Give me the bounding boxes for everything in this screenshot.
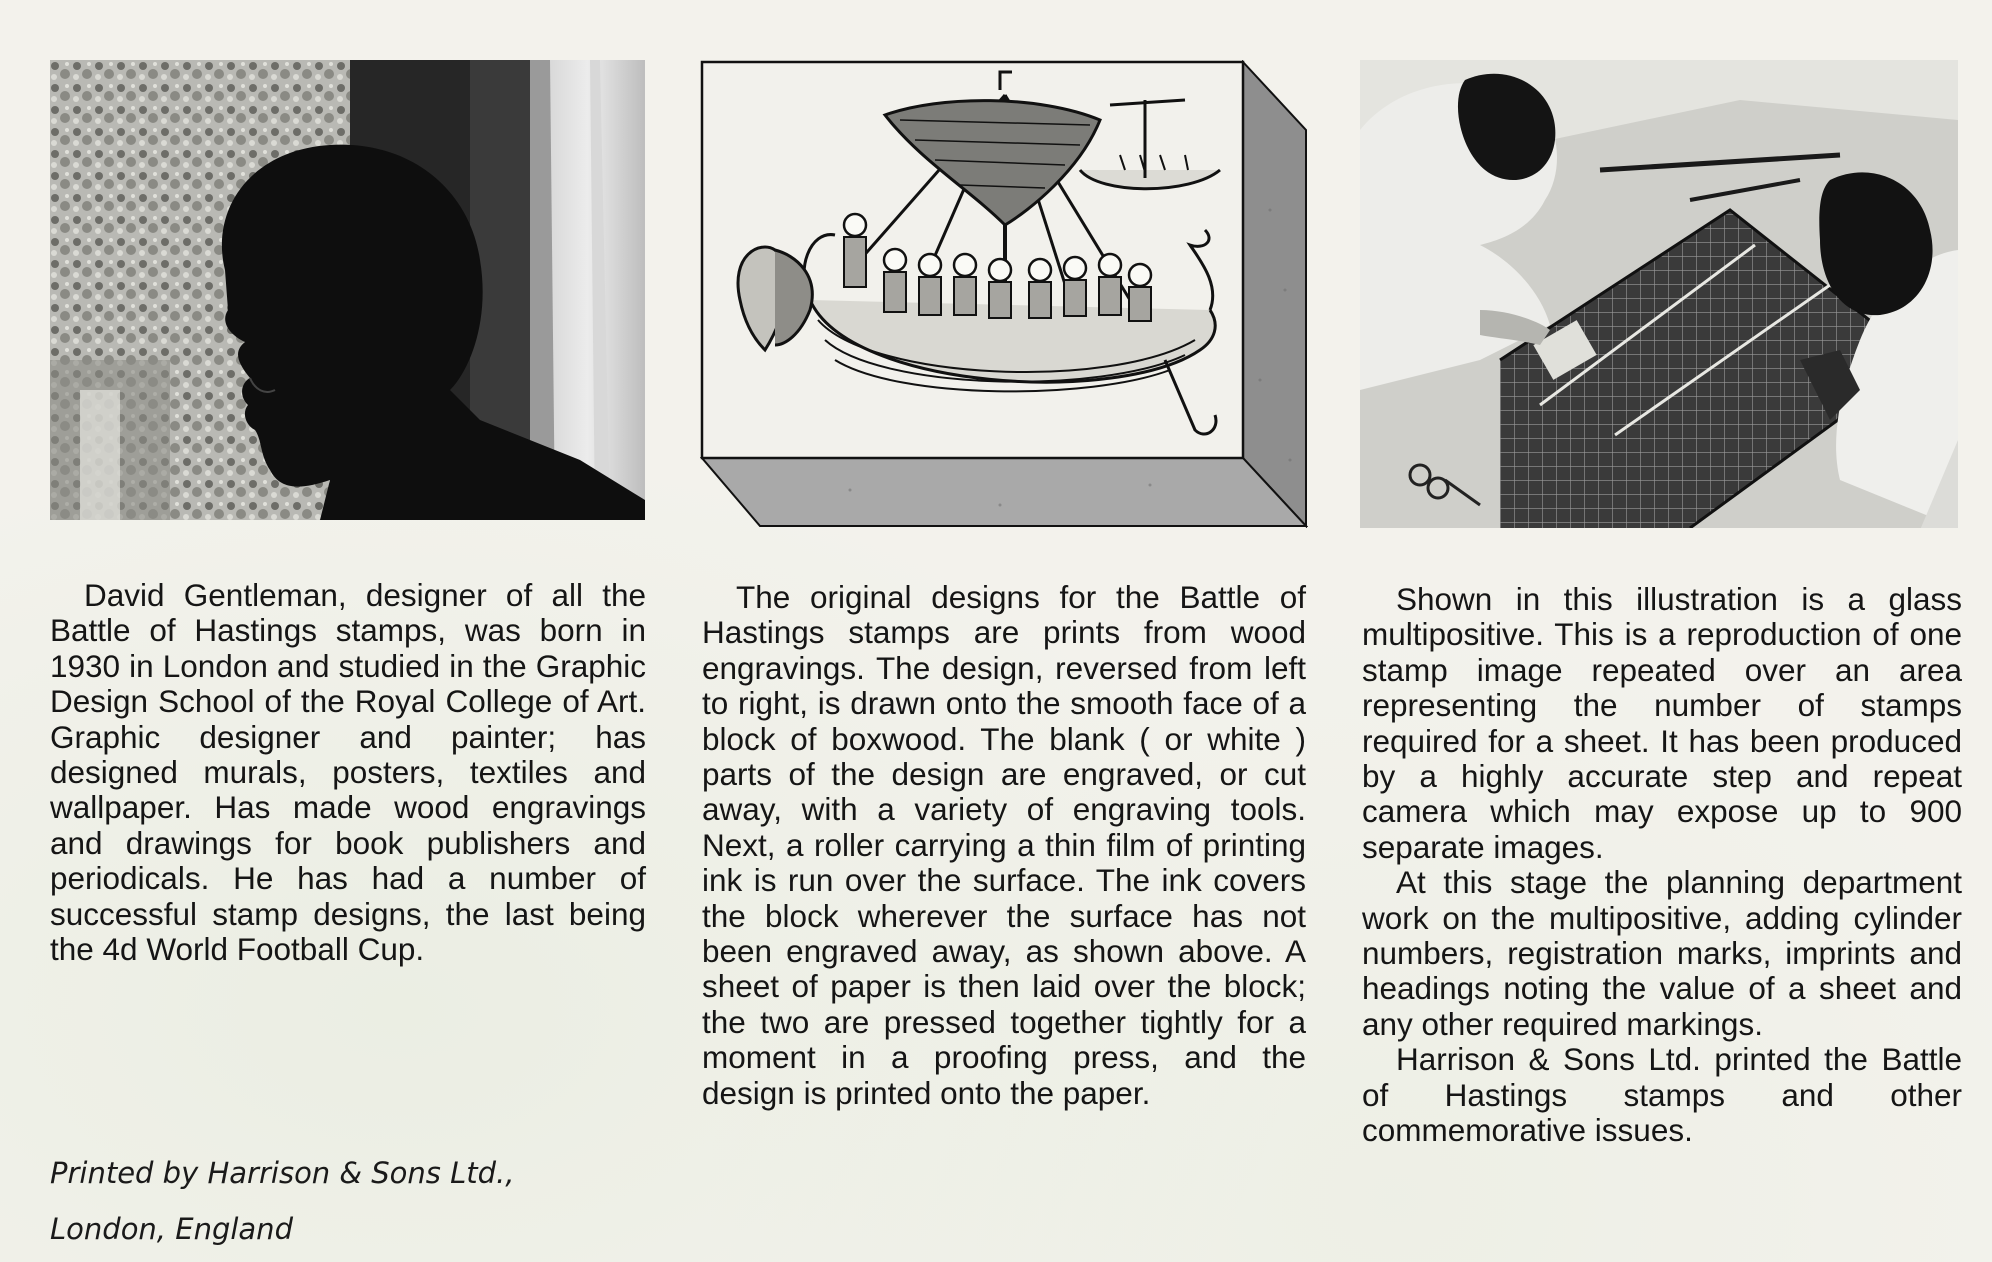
- woodblock-ship-illustration: [700, 60, 1308, 528]
- multipositive-workers-photo: [1360, 60, 1958, 528]
- planning-department-paragraph: At this stage the planning department work on the multipositive, adding cylinder numbers, registration marks, imprints and headings noting the value of a sheet and any other required markings.: [1362, 864, 1962, 1042]
- multipositive-column: [1362, 582, 1962, 1149]
- printer-imprint: Printed by Harrison & Sons Ltd.,: [50, 1156, 515, 1190]
- engraving-process-paragraph: The original designs for the Battle of Hastings stamps are prints from wood engravings. The design, reversed from left to right, is drawn onto the smooth face of a block of boxwood. The blank ( or white ) parts of the design are engraved, or cut away, with a variety of engraving tools. Next, a roller carrying a thin film of printing ink is run over the surface. The ink covers the block wherever the surface has not been engraved away, as shown above. A sheet of paper is then laid over the block; the two are pressed together tightly for a moment in a proofing press, and the design is printed onto the paper.: [702, 579, 1306, 1111]
- portrait-illustration: [50, 60, 645, 520]
- designer-biography-paragraph: David Gentleman, designer of all the Battle of Hastings stamps, was born in 1930 in London and studied in the Graphic Design School of the Royal College of Art. Graphic designer and painter; has designed murals, posters, textiles and wallpaper. Has made wood engravings and drawings for book publishers and periodicals. He has had a number of successful stamp designs, the last being the 4d World Football Cup.: [50, 577, 646, 968]
- printer-location: London, England: [50, 1212, 293, 1246]
- designer-biography-column: [50, 578, 646, 967]
- multipositive-illustration: [1360, 60, 1958, 528]
- woodblock-drawing: [700, 60, 1308, 528]
- wood-engraving-process-column: [702, 580, 1306, 1111]
- designer-portrait-photo: [50, 60, 645, 520]
- printer-paragraph: Harrison & Sons Ltd. printed the Battle of Hastings stamps and other commemorative issues.: [1362, 1041, 1962, 1149]
- multipositive-paragraph: Shown in this illustration is a glass multipositive. This is a reproduction of one stamp image repeated over an area representing the number of stamps required for a sheet. It has been produced by a highly accurate step and repeat camera which may expose up to 900 separate images.: [1362, 581, 1962, 865]
